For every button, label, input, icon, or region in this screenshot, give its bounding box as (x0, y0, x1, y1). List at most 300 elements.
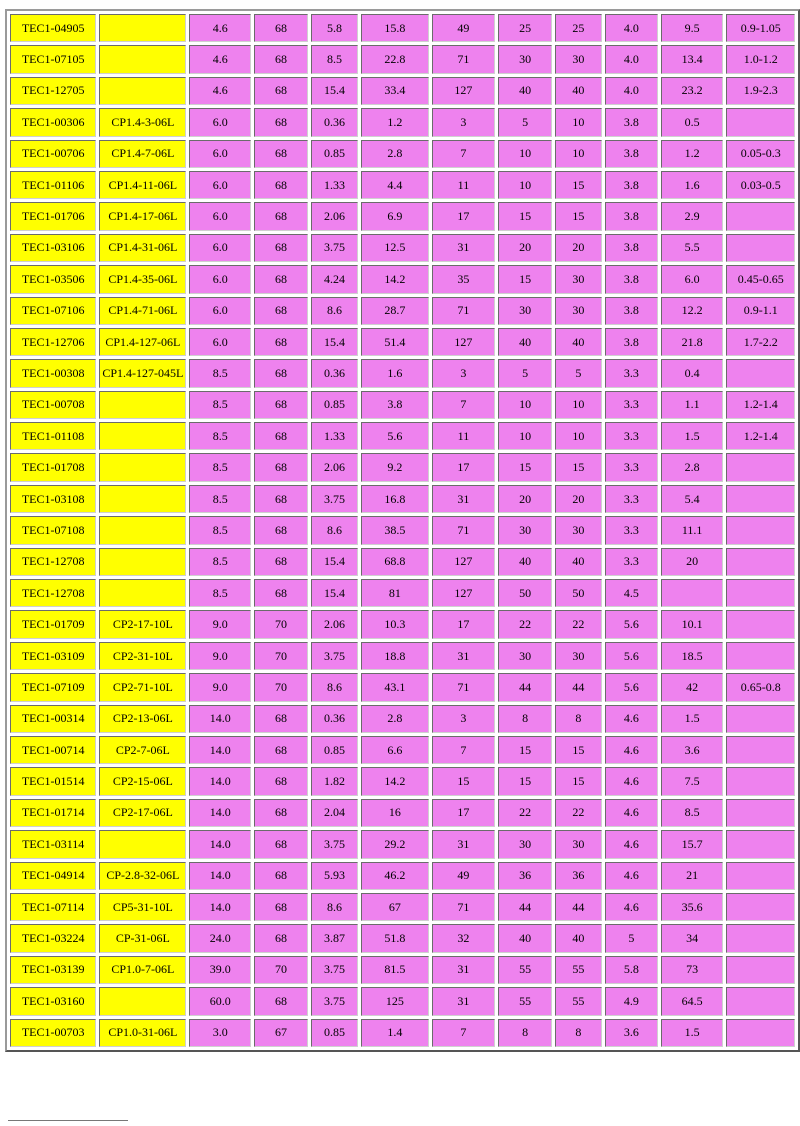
cell-alt-model (99, 485, 186, 513)
cell-col-3: 4.6 (189, 77, 251, 105)
cell-col-10: 3.8 (605, 265, 658, 293)
cell-col-6: 16 (361, 799, 429, 827)
cell-col-9: 40 (555, 548, 602, 576)
cell-col-6: 6.9 (361, 202, 429, 230)
table-row (10, 359, 795, 387)
cell-col-8: 44 (498, 673, 552, 701)
cell-col-12 (726, 862, 795, 890)
cell-alt-model (99, 830, 186, 858)
table-row (10, 171, 795, 199)
cell-col-6: 15.8 (361, 14, 429, 42)
table-row (10, 987, 795, 1015)
cell-col-5: 15.4 (311, 77, 358, 105)
cell-col-12: 1.0-1.2 (726, 45, 795, 73)
cell-model: TEC1-03139 (10, 956, 96, 984)
cell-alt-model: CP1.4-17-06L (99, 202, 186, 230)
cell-col-11: 7.5 (661, 767, 724, 795)
cell-col-7: 31 (432, 830, 496, 858)
table-row (10, 1019, 795, 1047)
table-row (10, 862, 795, 890)
cell-col-7: 71 (432, 297, 496, 325)
cell-col-5: 3.75 (311, 830, 358, 858)
cell-col-10: 3.8 (605, 202, 658, 230)
cell-col-10: 3.3 (605, 359, 658, 387)
cell-alt-model: CP1.4-71-06L (99, 297, 186, 325)
cell-model: TEC1-12708 (10, 548, 96, 576)
cell-model: TEC1-00314 (10, 705, 96, 733)
cell-col-8: 15 (498, 453, 552, 481)
cell-col-7: 49 (432, 862, 496, 890)
cell-col-11: 9.5 (661, 14, 724, 42)
cell-col-4: 68 (254, 924, 308, 952)
cell-col-9: 30 (555, 265, 602, 293)
cell-alt-model: CP1.4-3-06L (99, 108, 186, 136)
cell-col-7: 3 (432, 359, 496, 387)
cell-col-6: 28.7 (361, 297, 429, 325)
cell-col-12 (726, 705, 795, 733)
cell-col-12: 1.9-2.3 (726, 77, 795, 105)
cell-alt-model: CP1.4-127-06L (99, 328, 186, 356)
cell-col-7: 17 (432, 202, 496, 230)
cell-col-4: 68 (254, 359, 308, 387)
cell-col-8: 15 (498, 767, 552, 795)
cell-col-4: 68 (254, 736, 308, 764)
table-row (10, 391, 795, 419)
cell-col-6: 10.3 (361, 610, 429, 638)
cell-model: TEC1-03160 (10, 987, 96, 1015)
cell-col-11: 1.5 (661, 705, 724, 733)
cell-col-12: 0.03-0.5 (726, 171, 795, 199)
cell-col-10: 3.8 (605, 171, 658, 199)
cell-col-11: 0.5 (661, 108, 724, 136)
table-row (10, 673, 795, 701)
cell-col-12 (726, 642, 795, 670)
cell-col-11: 21 (661, 862, 724, 890)
cell-col-7: 71 (432, 45, 496, 73)
cell-col-4: 68 (254, 297, 308, 325)
cell-model: TEC1-03224 (10, 924, 96, 952)
cell-col-9: 50 (555, 579, 602, 607)
cell-alt-model (99, 422, 186, 450)
cell-col-9: 30 (555, 642, 602, 670)
cell-col-7: 127 (432, 77, 496, 105)
cell-col-11: 13.4 (661, 45, 724, 73)
cell-col-4: 68 (254, 108, 308, 136)
cell-col-9: 20 (555, 485, 602, 513)
cell-col-9: 10 (555, 422, 602, 450)
cell-col-4: 68 (254, 391, 308, 419)
cell-col-8: 8 (498, 705, 552, 733)
cell-col-5: 8.6 (311, 516, 358, 544)
cell-col-11: 2.9 (661, 202, 724, 230)
cell-alt-model: CP-31-06L (99, 924, 186, 952)
cell-col-9: 30 (555, 830, 602, 858)
cell-col-12 (726, 956, 795, 984)
cell-col-4: 70 (254, 673, 308, 701)
cell-col-3: 4.6 (189, 14, 251, 42)
table-row (10, 736, 795, 764)
cell-col-12 (726, 579, 795, 607)
cell-col-8: 40 (498, 77, 552, 105)
cell-col-6: 5.6 (361, 422, 429, 450)
cell-col-11: 3.6 (661, 736, 724, 764)
cell-col-5: 0.85 (311, 1019, 358, 1047)
cell-model: TEC1-03109 (10, 642, 96, 670)
cell-col-4: 68 (254, 516, 308, 544)
cell-col-10: 3.3 (605, 548, 658, 576)
table-row (10, 924, 795, 952)
cell-col-3: 39.0 (189, 956, 251, 984)
table-row (10, 548, 795, 576)
cell-col-10: 4.6 (605, 799, 658, 827)
cell-col-5: 0.85 (311, 140, 358, 168)
cell-col-3: 8.5 (189, 579, 251, 607)
cell-col-4: 68 (254, 77, 308, 105)
cell-alt-model: CP1.4-127-045L (99, 359, 186, 387)
cell-col-8: 40 (498, 924, 552, 952)
cell-col-9: 40 (555, 328, 602, 356)
cell-col-10: 4.6 (605, 893, 658, 921)
cell-col-7: 7 (432, 1019, 496, 1047)
cell-alt-model: CP2-13-06L (99, 705, 186, 733)
cell-col-8: 30 (498, 642, 552, 670)
cell-model: TEC1-01708 (10, 453, 96, 481)
cell-col-5: 0.85 (311, 736, 358, 764)
cell-col-3: 14.0 (189, 736, 251, 764)
cell-col-5: 5.93 (311, 862, 358, 890)
cell-col-12 (726, 736, 795, 764)
cell-col-12 (726, 108, 795, 136)
cell-col-8: 10 (498, 391, 552, 419)
cell-alt-model: CP2-15-06L (99, 767, 186, 795)
table-row (10, 265, 795, 293)
cell-alt-model: CP2-17-10L (99, 610, 186, 638)
cell-col-4: 68 (254, 45, 308, 73)
cell-col-6: 51.4 (361, 328, 429, 356)
cell-col-9: 55 (555, 956, 602, 984)
cell-model: TEC1-01108 (10, 422, 96, 450)
cell-col-5: 2.04 (311, 799, 358, 827)
cell-col-9: 15 (555, 767, 602, 795)
table-row (10, 610, 795, 638)
cell-col-5: 3.75 (311, 642, 358, 670)
cell-col-9: 30 (555, 516, 602, 544)
cell-col-8: 30 (498, 45, 552, 73)
cell-col-8: 10 (498, 140, 552, 168)
cell-col-3: 6.0 (189, 108, 251, 136)
cell-col-10: 4.6 (605, 705, 658, 733)
cell-col-5: 15.4 (311, 579, 358, 607)
cell-col-7: 31 (432, 956, 496, 984)
cell-col-10: 3.8 (605, 297, 658, 325)
table-row (10, 642, 795, 670)
cell-col-3: 3.0 (189, 1019, 251, 1047)
cell-col-10: 4.0 (605, 14, 658, 42)
cell-col-6: 12.5 (361, 234, 429, 262)
cell-col-10: 5 (605, 924, 658, 952)
cell-col-9: 8 (555, 1019, 602, 1047)
cell-col-10: 3.6 (605, 1019, 658, 1047)
cell-col-10: 3.8 (605, 140, 658, 168)
cell-col-5: 15.4 (311, 328, 358, 356)
table-row (10, 956, 795, 984)
cell-col-6: 2.8 (361, 140, 429, 168)
cell-col-11: 73 (661, 956, 724, 984)
cell-col-4: 68 (254, 862, 308, 890)
cell-alt-model: CP2-71-10L (99, 673, 186, 701)
cell-col-11: 23.2 (661, 77, 724, 105)
cell-model: TEC1-03108 (10, 485, 96, 513)
cell-col-3: 6.0 (189, 265, 251, 293)
cell-col-5: 8.6 (311, 893, 358, 921)
cell-col-5: 0.36 (311, 705, 358, 733)
cell-col-10: 4.0 (605, 77, 658, 105)
cell-col-3: 6.0 (189, 140, 251, 168)
cell-col-4: 68 (254, 453, 308, 481)
table-row (10, 579, 795, 607)
spec-table-wrapper (5, 9, 800, 1052)
cell-col-6: 33.4 (361, 77, 429, 105)
cell-col-9: 20 (555, 234, 602, 262)
cell-model: TEC1-04914 (10, 862, 96, 890)
cell-alt-model (99, 391, 186, 419)
cell-col-10: 3.3 (605, 391, 658, 419)
cell-alt-model (99, 579, 186, 607)
cell-col-4: 70 (254, 956, 308, 984)
cell-col-9: 44 (555, 673, 602, 701)
cell-col-11: 18.5 (661, 642, 724, 670)
cell-col-7: 11 (432, 171, 496, 199)
cell-col-6: 38.5 (361, 516, 429, 544)
cell-col-6: 51.8 (361, 924, 429, 952)
cell-alt-model (99, 453, 186, 481)
cell-col-6: 16.8 (361, 485, 429, 513)
cell-col-4: 67 (254, 1019, 308, 1047)
cell-col-11: 8.5 (661, 799, 724, 827)
cell-col-6: 125 (361, 987, 429, 1015)
cell-col-9: 15 (555, 202, 602, 230)
cell-col-5: 5.8 (311, 14, 358, 42)
cell-alt-model: CP-2.8-32-06L (99, 862, 186, 890)
cell-col-3: 8.5 (189, 453, 251, 481)
cell-alt-model: CP2-17-06L (99, 799, 186, 827)
cell-col-6: 6.6 (361, 736, 429, 764)
cell-model: TEC1-00706 (10, 140, 96, 168)
cell-col-3: 8.5 (189, 548, 251, 576)
cell-col-7: 15 (432, 767, 496, 795)
cell-col-4: 68 (254, 705, 308, 733)
cell-col-8: 10 (498, 422, 552, 450)
cell-col-4: 68 (254, 579, 308, 607)
cell-col-8: 5 (498, 359, 552, 387)
cell-col-5: 3.75 (311, 987, 358, 1015)
cell-col-4: 68 (254, 422, 308, 450)
cell-col-6: 1.6 (361, 359, 429, 387)
cell-col-10: 5.8 (605, 956, 658, 984)
cell-col-3: 6.0 (189, 328, 251, 356)
cell-col-8: 15 (498, 265, 552, 293)
table-row (10, 77, 795, 105)
table-row (10, 705, 795, 733)
cell-col-9: 5 (555, 359, 602, 387)
cell-col-4: 68 (254, 830, 308, 858)
cell-col-4: 68 (254, 202, 308, 230)
cell-col-11: 0.4 (661, 359, 724, 387)
table-row (10, 767, 795, 795)
cell-col-6: 67 (361, 893, 429, 921)
cell-col-7: 31 (432, 485, 496, 513)
cell-col-9: 10 (555, 140, 602, 168)
cell-col-5: 8.6 (311, 673, 358, 701)
cell-col-6: 14.2 (361, 767, 429, 795)
cell-col-5: 3.87 (311, 924, 358, 952)
cell-col-10: 3.3 (605, 422, 658, 450)
cell-col-12: 0.45-0.65 (726, 265, 795, 293)
cell-col-3: 9.0 (189, 642, 251, 670)
table-row (10, 297, 795, 325)
cell-col-9: 30 (555, 297, 602, 325)
cell-col-7: 71 (432, 893, 496, 921)
cell-col-5: 3.75 (311, 956, 358, 984)
cell-col-8: 20 (498, 234, 552, 262)
cell-col-5: 2.06 (311, 202, 358, 230)
cell-col-9: 15 (555, 171, 602, 199)
cell-col-10: 3.8 (605, 328, 658, 356)
cell-col-12 (726, 893, 795, 921)
table-row (10, 799, 795, 827)
cell-col-3: 60.0 (189, 987, 251, 1015)
cell-col-11: 5.4 (661, 485, 724, 513)
cell-col-12 (726, 202, 795, 230)
tec-spec-table (5, 9, 800, 1052)
cell-col-5: 1.82 (311, 767, 358, 795)
cell-col-10: 3.3 (605, 516, 658, 544)
cell-col-12: 1.2-1.4 (726, 422, 795, 450)
cell-col-6: 29.2 (361, 830, 429, 858)
cell-col-9: 55 (555, 987, 602, 1015)
cell-alt-model: CP2-31-10L (99, 642, 186, 670)
table-row (10, 830, 795, 858)
cell-col-11: 42 (661, 673, 724, 701)
cell-col-11: 2.8 (661, 453, 724, 481)
cell-col-9: 22 (555, 610, 602, 638)
cell-col-11: 35.6 (661, 893, 724, 921)
cell-col-8: 22 (498, 610, 552, 638)
cell-col-9: 10 (555, 108, 602, 136)
cell-col-5: 8.6 (311, 297, 358, 325)
cell-col-8: 30 (498, 516, 552, 544)
cell-col-9: 8 (555, 705, 602, 733)
cell-col-7: 127 (432, 579, 496, 607)
cell-col-9: 44 (555, 893, 602, 921)
cell-alt-model: CP1.0-31-06L (99, 1019, 186, 1047)
cell-col-6: 1.2 (361, 108, 429, 136)
cell-col-12 (726, 924, 795, 952)
cell-col-10: 5.6 (605, 673, 658, 701)
cell-col-9: 40 (555, 77, 602, 105)
cell-model: TEC1-12708 (10, 579, 96, 607)
cell-model: TEC1-07106 (10, 297, 96, 325)
cell-col-11: 1.2 (661, 140, 724, 168)
cell-col-8: 36 (498, 862, 552, 890)
cell-col-9: 25 (555, 14, 602, 42)
cell-col-11 (661, 579, 724, 607)
cell-col-3: 9.0 (189, 673, 251, 701)
cell-col-3: 6.0 (189, 171, 251, 199)
cell-col-7: 17 (432, 610, 496, 638)
cell-alt-model: CP2-7-06L (99, 736, 186, 764)
cell-col-4: 68 (254, 799, 308, 827)
cell-col-5: 0.36 (311, 359, 358, 387)
cell-col-3: 24.0 (189, 924, 251, 952)
cell-col-12: 1.2-1.4 (726, 391, 795, 419)
cell-col-3: 14.0 (189, 799, 251, 827)
cell-model: TEC1-01106 (10, 171, 96, 199)
cell-col-8: 30 (498, 297, 552, 325)
bottom-divider (8, 1120, 128, 1121)
cell-model: TEC1-01514 (10, 767, 96, 795)
cell-alt-model (99, 77, 186, 105)
cell-col-12 (726, 234, 795, 262)
table-row (10, 485, 795, 513)
cell-col-4: 68 (254, 548, 308, 576)
cell-col-3: 4.6 (189, 45, 251, 73)
cell-col-7: 17 (432, 453, 496, 481)
cell-col-10: 3.8 (605, 108, 658, 136)
cell-col-12 (726, 516, 795, 544)
cell-col-9: 40 (555, 924, 602, 952)
table-row (10, 202, 795, 230)
cell-col-6: 18.8 (361, 642, 429, 670)
cell-col-9: 36 (555, 862, 602, 890)
cell-col-11: 21.8 (661, 328, 724, 356)
cell-col-8: 22 (498, 799, 552, 827)
cell-col-11: 1.1 (661, 391, 724, 419)
table-row (10, 328, 795, 356)
cell-col-6: 1.4 (361, 1019, 429, 1047)
cell-col-8: 44 (498, 893, 552, 921)
cell-col-12 (726, 767, 795, 795)
cell-col-12: 0.9-1.05 (726, 14, 795, 42)
cell-col-8: 15 (498, 202, 552, 230)
table-row (10, 108, 795, 136)
cell-col-6: 3.8 (361, 391, 429, 419)
cell-col-8: 25 (498, 14, 552, 42)
cell-col-6: 4.4 (361, 171, 429, 199)
cell-col-3: 14.0 (189, 767, 251, 795)
cell-col-4: 68 (254, 767, 308, 795)
cell-col-3: 14.0 (189, 893, 251, 921)
cell-col-4: 68 (254, 328, 308, 356)
cell-col-5: 3.75 (311, 485, 358, 513)
cell-model: TEC1-00708 (10, 391, 96, 419)
table-row (10, 234, 795, 262)
cell-col-7: 7 (432, 391, 496, 419)
cell-col-4: 70 (254, 642, 308, 670)
cell-col-10: 4.5 (605, 579, 658, 607)
cell-col-6: 2.8 (361, 705, 429, 733)
cell-col-7: 7 (432, 736, 496, 764)
cell-model: TEC1-12706 (10, 328, 96, 356)
cell-col-11: 11.1 (661, 516, 724, 544)
cell-col-3: 6.0 (189, 297, 251, 325)
table-row (10, 516, 795, 544)
cell-col-7: 35 (432, 265, 496, 293)
cell-col-5: 2.06 (311, 453, 358, 481)
cell-alt-model (99, 987, 186, 1015)
cell-model: TEC1-07109 (10, 673, 96, 701)
cell-col-10: 3.3 (605, 453, 658, 481)
